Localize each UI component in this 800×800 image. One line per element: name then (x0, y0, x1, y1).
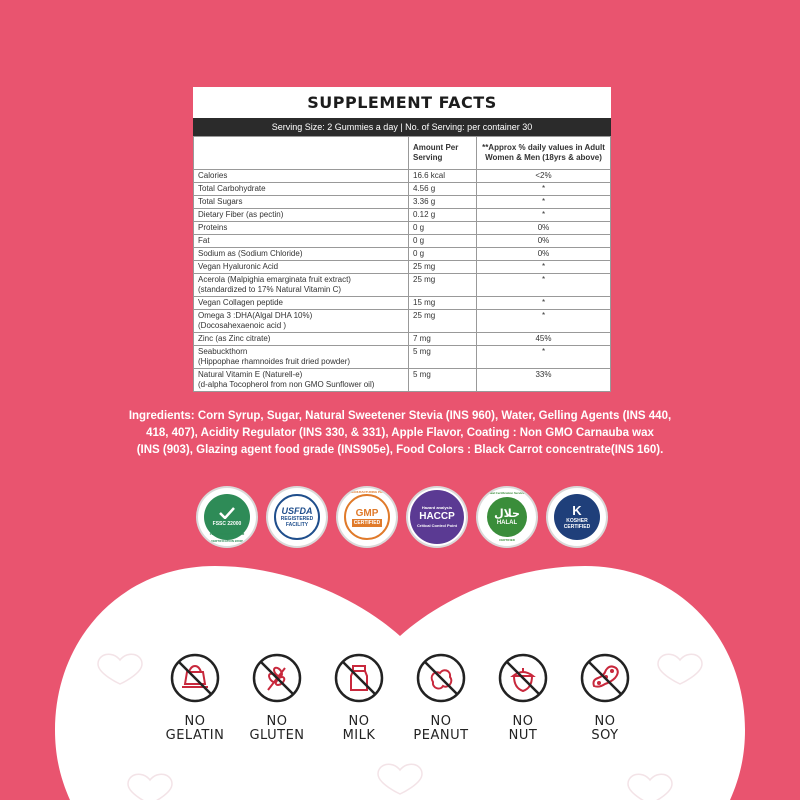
table-row (194, 209, 611, 222)
nutrient-amount: 25 mg (409, 310, 477, 333)
supplement-facts-panel (193, 87, 611, 392)
nutrient-name: Total Carbohydrate (194, 183, 409, 196)
nutrient-name: Proteins (194, 222, 409, 235)
gmp-badge (338, 488, 396, 546)
halal-badge (478, 488, 536, 546)
nutrient-daily-value: * (477, 261, 611, 274)
table-row (194, 170, 611, 183)
table-row (194, 333, 611, 346)
nutrient-amount: 25 mg (409, 274, 477, 297)
nutrient-daily-value: * (477, 209, 611, 222)
gelatin-icon (169, 652, 221, 704)
usfda-badge (268, 488, 326, 546)
free-from-name: MILK (342, 728, 376, 743)
free-from-no: NO (266, 714, 288, 729)
facts-title: SUPPLEMENT FACTS (307, 93, 497, 112)
usfda-facility: FACILITY (285, 522, 309, 528)
free-from-label (319, 715, 399, 743)
table-row (194, 183, 611, 196)
nutrient-daily-value: * (477, 274, 611, 297)
table-row (194, 261, 611, 274)
nutrient-daily-value: 33% (477, 369, 611, 392)
halal-ring-bottom: CERTIFIED (499, 538, 515, 542)
ingredients-line-2: 418, 407), Acidity Regulator (INS 330, & 331), Apple Flavor, Coating : Non GMO Carnauba wax (146, 427, 654, 439)
table-header-row (194, 137, 611, 170)
table-row (194, 248, 611, 261)
free-from-nut (483, 652, 563, 743)
nutrient-name-line2: (d-alpha Tocopherol from non GMO Sunflower oil) (198, 380, 375, 389)
table-row (194, 310, 611, 333)
check-icon (219, 507, 235, 519)
header-daily-value: **Approx % daily values in Adult Women & Men (18yrs & above) (477, 137, 611, 170)
free-from-milk (319, 652, 399, 743)
serving-size-bar: Serving Size: 2 Gummies a day | No. of Serving: per container 30 (193, 118, 611, 136)
nutrient-name-line2: (Hippophae rhamnoides fruit dried powder) (198, 357, 351, 366)
nutrient-amount: 3.36 g (409, 196, 477, 209)
free-from-name: NUT (508, 728, 538, 743)
kosher-label: KOSHER (566, 518, 588, 524)
haccp-ring-top: Hazard analysis (421, 505, 453, 510)
header-amount: Amount Per Serving (409, 137, 477, 170)
free-from-no: NO (430, 714, 452, 729)
gluten-icon (251, 652, 303, 704)
table-row (194, 369, 611, 392)
nutrient-name (194, 369, 409, 392)
facts-table (193, 136, 611, 392)
nutrient-daily-value: * (477, 310, 611, 333)
soy-icon (579, 652, 631, 704)
nutrient-daily-value: * (477, 196, 611, 209)
table-row (194, 222, 611, 235)
ingredients-text (95, 408, 705, 459)
nutrient-name: Total Sugars (194, 196, 409, 209)
nutrient-name: Fat (194, 235, 409, 248)
nutrient-name-line2: (Docosahexaenoic acid ) (198, 321, 287, 330)
header-nutrient (194, 137, 409, 170)
free-from-label (155, 715, 235, 743)
haccp-ring-bottom: Critical Control Point (417, 523, 457, 528)
ingredients-line-1: Ingredients: Corn Syrup, Sugar, Natural Sweetener Stevia (INS 960), Water, Gelling Agents (INS 440, (128, 410, 672, 422)
nutrient-amount: 0 g (409, 248, 477, 261)
nutrient-name-line1: Natural Vitamin E (Naturell-e) (198, 370, 303, 379)
nutrient-name: Zinc (as Zinc citrate) (194, 333, 409, 346)
nutrient-name: Calories (194, 170, 409, 183)
nutrient-amount: 0 g (409, 235, 477, 248)
nutrient-name: Sodium as (Sodium Chloride) (194, 248, 409, 261)
free-from-list (0, 652, 800, 762)
nutrient-amount: 25 mg (409, 261, 477, 274)
fssc-ring-text: FOOD SAFETY SYSTEM CERTIFICATION 22000 (209, 532, 245, 543)
nut-icon (497, 652, 549, 704)
free-from-name: GELATIN (165, 728, 225, 743)
nutrient-daily-value: * (477, 297, 611, 310)
nutrient-name-line2: (standardized to 17% Natural Vitamin C) (198, 285, 342, 294)
nutrient-amount: 4.56 g (409, 183, 477, 196)
free-from-no: NO (512, 714, 534, 729)
nutrient-name-line1: Omega 3 :DHA(Algal DHA 10%) (198, 311, 313, 320)
table-row (194, 196, 611, 209)
free-from-gluten (237, 652, 317, 743)
nutrient-amount: 7 mg (409, 333, 477, 346)
kosher-glyph: K (572, 503, 582, 518)
table-row (194, 274, 611, 297)
free-from-soy (565, 652, 645, 743)
free-from-no: NO (594, 714, 616, 729)
ingredients-line-3: (INS (903), Glazing agent food grade (INS905e), Food Colors : Black Carrot concentrate(INS 160). (136, 444, 664, 456)
nutrient-amount: 0 g (409, 222, 477, 235)
nutrient-name (194, 274, 409, 297)
nutrient-daily-value: 0% (477, 248, 611, 261)
nutrient-amount: 5 mg (409, 369, 477, 392)
usfda-registered: REGISTERED (280, 516, 314, 522)
haccp-label: HACCP (419, 511, 455, 522)
nutrient-name (194, 310, 409, 333)
milk-icon (333, 652, 385, 704)
nutrient-daily-value: 0% (477, 235, 611, 248)
nutrient-daily-value: 45% (477, 333, 611, 346)
kosher-certified: CERTIFIED (563, 524, 591, 530)
nutrient-amount: 16.6 kcal (409, 170, 477, 183)
fssc-label: FSSC 22000 (212, 520, 242, 527)
gmp-certified: CERTIFIED (353, 519, 381, 526)
fssc-badge (198, 488, 256, 546)
nutrient-daily-value: * (477, 183, 611, 196)
free-from-label (237, 715, 317, 743)
free-from-gelatin (155, 652, 235, 743)
gmp-ring-text: GOOD MANUFACTURING PRACTICE (340, 490, 394, 494)
free-from-name: PEANUT (413, 728, 469, 743)
table-row (194, 297, 611, 310)
free-from-name: GLUTEN (249, 728, 305, 743)
free-from-no: NO (184, 714, 206, 729)
nutrient-amount: 0.12 g (409, 209, 477, 222)
nutrient-daily-value: 0% (477, 222, 611, 235)
free-from-no: NO (348, 714, 370, 729)
halal-label: HALAL (496, 519, 518, 526)
nutrient-amount: 15 mg (409, 297, 477, 310)
table-row (194, 235, 611, 248)
halal-ring-top: Halal Certification Services (487, 491, 527, 495)
nutrient-name: Vegan Collagen peptide (194, 297, 409, 310)
nutrient-name (194, 346, 409, 369)
certification-badges (198, 488, 608, 550)
table-row (194, 346, 611, 369)
free-from-label (565, 715, 645, 743)
peanut-icon (415, 652, 467, 704)
free-from-label (483, 715, 563, 743)
nutrient-amount: 5 mg (409, 346, 477, 369)
free-from-name: SOY (591, 728, 619, 743)
nutrient-name: Vegan Hyaluronic Acid (194, 261, 409, 274)
nutrient-daily-value: <2% (477, 170, 611, 183)
nutrient-name-line1: Acerola (Malpighia emarginata fruit extract) (198, 275, 351, 284)
haccp-badge (408, 488, 466, 546)
halal-glyph: حلال (494, 506, 520, 520)
kosher-badge (548, 488, 606, 546)
nutrient-name: Dietary Fiber (as pectin) (194, 209, 409, 222)
nutrient-name-line1: Seabuckthorn (198, 347, 248, 356)
usfda-label: USFDA (281, 506, 313, 516)
free-from-label (401, 715, 481, 743)
gmp-label: GMP (355, 507, 379, 519)
nutrient-daily-value: * (477, 346, 611, 369)
free-from-peanut (401, 652, 481, 743)
